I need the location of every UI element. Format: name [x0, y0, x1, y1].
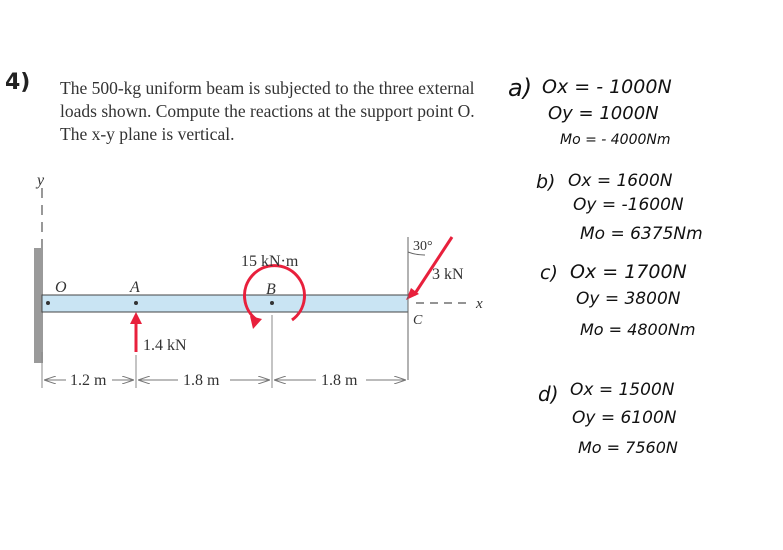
moment-arrowhead: [250, 316, 262, 329]
dim-label-2: 1.8 m: [183, 372, 220, 389]
answer-c-mo: Mo = 4800Nm: [580, 320, 696, 339]
answer-d-oy: Oy = 6100N: [572, 408, 677, 428]
moment-label: 15 kN·m: [241, 253, 299, 270]
answer-b-mo: Mo = 6375Nm: [580, 224, 703, 244]
x-axis-label: x: [476, 296, 483, 312]
answer-b-oy: Oy = -1600N: [573, 195, 684, 215]
force-A-label: 1.4 kN: [143, 337, 187, 354]
dim-label-1: 1.2 m: [70, 372, 107, 389]
answer-a-oy: Oy = 1000N: [548, 103, 659, 124]
answer-a-label: a): [508, 74, 533, 102]
point-B-dot: [270, 301, 274, 305]
answer-d-mo: Mo = 7560N: [578, 438, 678, 457]
angle-label: 30°: [413, 239, 433, 254]
y-axis-label: y: [37, 172, 45, 189]
point-A-label: A: [130, 279, 140, 296]
answer-d-ox: Ox = 1500N: [570, 380, 675, 400]
problem-number: 4): [5, 70, 31, 95]
force-C-label: 3 kN: [432, 266, 464, 283]
answer-c-oy: Oy = 3800N: [576, 289, 681, 309]
answer-b-label: b): [536, 171, 556, 193]
answer-c-ox: Ox = 1700N: [570, 261, 687, 283]
beam: [42, 295, 408, 312]
point-O-dot: [46, 301, 50, 305]
point-O-label: O: [55, 279, 67, 296]
answer-a-ox: Ox = - 1000N: [542, 76, 672, 98]
problem-statement: The 500-kg uniform beam is subjected to the three external loads shown. Compute the reactions at the support point O. The x-y plane is vertical.: [60, 78, 475, 144]
answer-b-ox: Ox = 1600N: [568, 171, 673, 191]
answer-d-label: d): [538, 382, 559, 406]
dim-label-3: 1.8 m: [321, 372, 358, 389]
point-A-dot: [134, 301, 138, 305]
point-B-label: B: [266, 281, 276, 298]
force-A-arrowhead: [130, 312, 142, 324]
point-C-label: C: [413, 313, 423, 328]
answer-c-label: c): [540, 262, 558, 284]
answer-a-mo: Mo = - 4000Nm: [560, 132, 671, 148]
